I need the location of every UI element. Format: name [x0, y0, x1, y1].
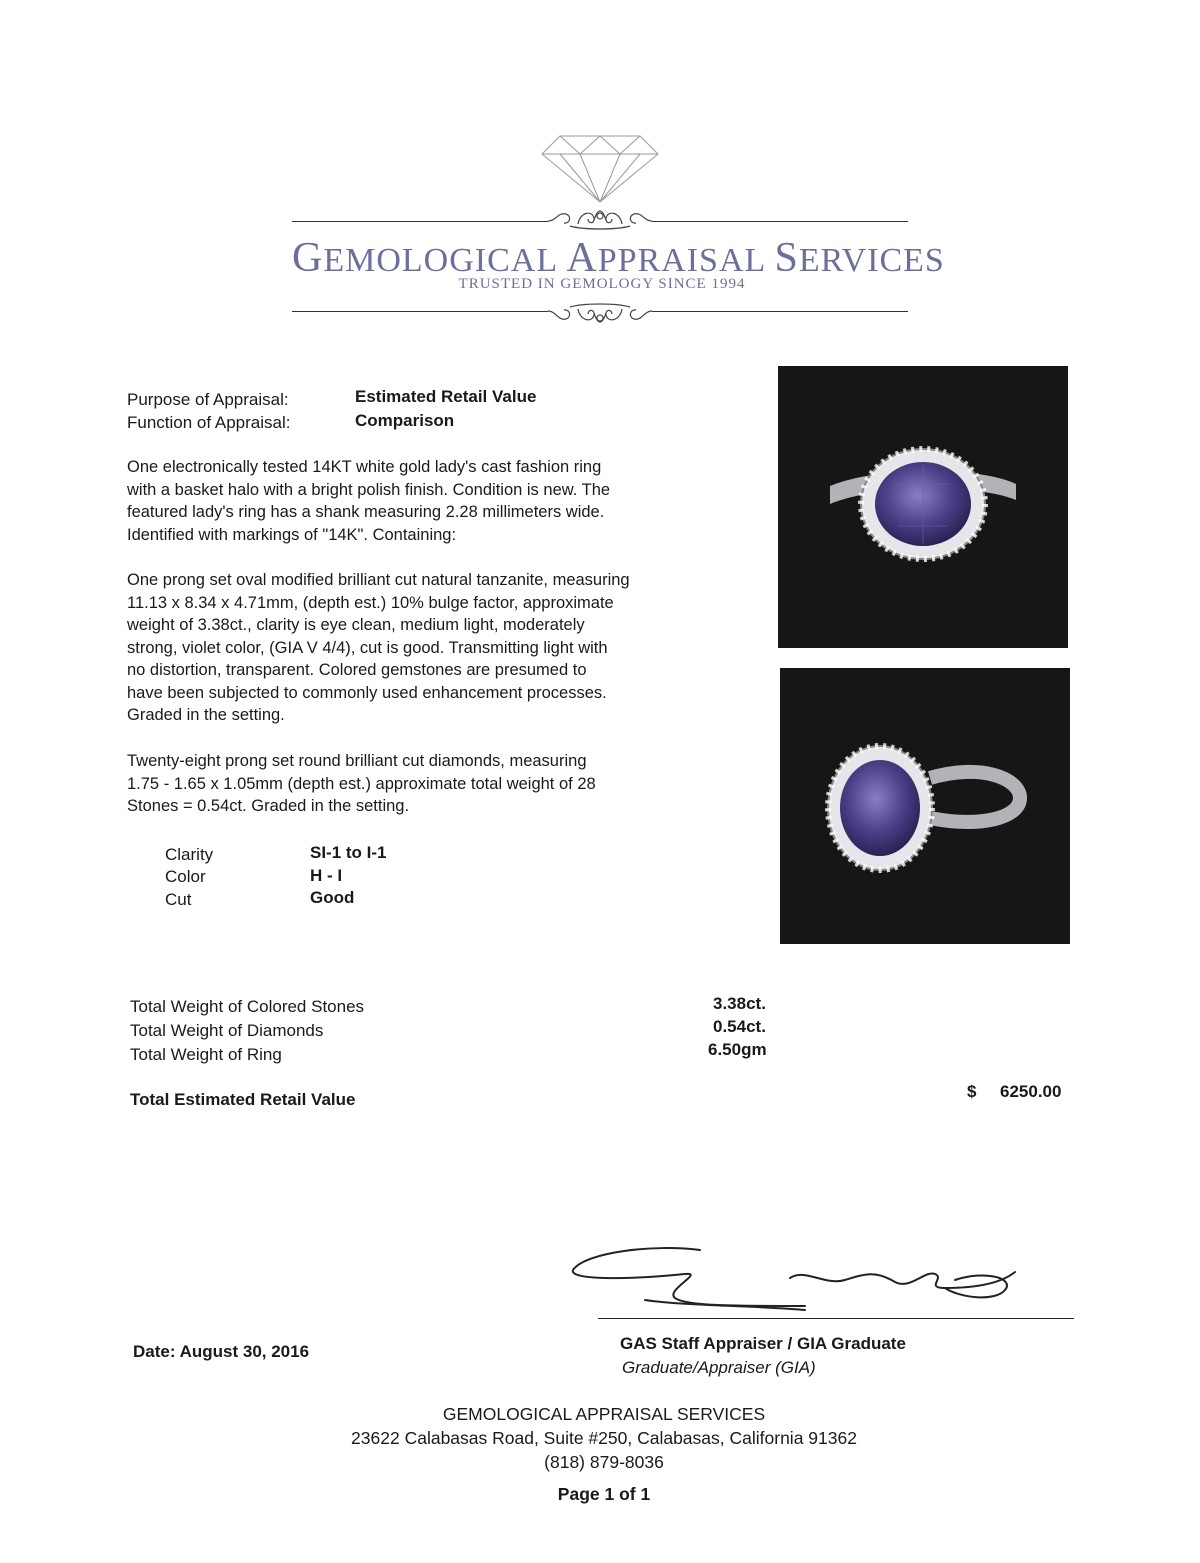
total-ring-weight-label: Total Weight of Ring [130, 1045, 282, 1064]
ring-description-line: featured lady's ring has a shank measuring 2.28 millimeters wide. [127, 503, 605, 521]
page-number: Page 1 of 1 [557, 1484, 651, 1504]
function-label: Function of Appraisal: [127, 413, 291, 432]
footer-address: 23622 Calabasas Road, Suite #250, Calabasas, California 91362 [351, 1428, 857, 1448]
appraisal-date: Date: August 30, 2016 [133, 1342, 310, 1361]
diamond-icon [540, 132, 660, 204]
grade-value-clarity: SI-1 to I-1 [310, 843, 387, 862]
retail-value-label: Total Estimated Retail Value [130, 1090, 356, 1109]
ring-photo-top-view [778, 366, 1068, 648]
signature-line [598, 1318, 1074, 1319]
flourish-ornament-top [548, 206, 652, 234]
letterhead-rule-bottom-right [652, 311, 908, 312]
ring-description-line: with a basket halo with a bright polish finish. Condition is new. The [127, 480, 611, 499]
tanzanite-description-line: strong, violet color, (GIA V 4/4), cut is good. Transmitting light with [127, 638, 608, 657]
ring-photo-angled-view [780, 668, 1070, 944]
letterhead-rule-top-right [652, 221, 908, 222]
signature-image [565, 1240, 1035, 1320]
tanzanite-description [127, 569, 737, 727]
letterhead-rule-bottom-left [292, 311, 548, 312]
appraiser-credential: Graduate/Appraiser (GIA) [622, 1358, 816, 1377]
total-diamonds-value: 0.54ct. [713, 1017, 766, 1036]
retail-value-amount: 6250.00 [1000, 1082, 1062, 1101]
diamond-description-line: 1.75 - 1.65 x 1.05mm (depth est.) approximate total weight of 28 [127, 774, 596, 793]
tanzanite-description-line: 11.13 x 8.34 x 4.71mm, (depth est.) 10% bulge factor, approximate [127, 593, 614, 612]
function-value: Comparison [355, 411, 455, 430]
total-ring-weight-value: 6.50gm [708, 1040, 767, 1059]
purpose-value: Estimated Retail Value [355, 387, 537, 406]
brand-name: GEMOLOGICAL APPRAISAL SERVICES [292, 235, 945, 281]
ring-image [780, 668, 1070, 944]
ring-image [778, 366, 1068, 648]
tanzanite-description-line: weight of 3.38ct., clarity is eye clean, medium light, moderately [127, 616, 585, 634]
grade-value-color: H - I [310, 866, 343, 885]
grade-label-cut: Cut [165, 890, 192, 909]
grade-value-cut: Good [310, 888, 355, 907]
total-diamonds-label: Total Weight of Diamonds [130, 1021, 324, 1040]
tanzanite-description-line: no distortion, transparent. Colored gemstones are presumed to [127, 661, 587, 679]
tanzanite-description-line: Graded in the setting. [127, 706, 285, 724]
tanzanite-description-line: One prong set oval modified brilliant cut natural tanzanite, measuring [127, 571, 630, 589]
footer-company: GEMOLOGICAL APPRAISAL SERVICES [442, 1404, 766, 1424]
ring-description-line: One electronically tested 14KT white gold lady's cast fashion ring [127, 458, 602, 476]
diamond-description-line: Twenty-eight prong set round brilliant cut diamonds, measuring [127, 752, 587, 770]
footer-phone: (818) 879-8036 [544, 1452, 664, 1472]
total-colored-stones-label: Total Weight of Colored Stones [130, 997, 365, 1016]
currency-symbol: $ [967, 1082, 977, 1101]
tanzanite-description-line: have been subjected to commonly used enhancement processes. [127, 683, 607, 702]
appraiser-title: GAS Staff Appraiser / GIA Graduate [620, 1334, 906, 1353]
letterhead-rule-top-left [292, 221, 548, 222]
ring-description [127, 456, 737, 546]
flourish-ornament-bottom [548, 299, 652, 329]
purpose-label: Purpose of Appraisal: [127, 390, 289, 409]
ring-description-line: Identified with markings of "14K". Containing: [127, 525, 457, 544]
grade-label-color: Color [165, 867, 206, 886]
grade-label-clarity: Clarity [165, 845, 214, 864]
brand-tagline: TRUSTED IN GEMOLOGY SINCE 1994 [458, 276, 746, 292]
diamond-description [127, 750, 737, 818]
total-colored-stones-value: 3.38ct. [713, 994, 766, 1013]
diamond-description-line: Stones = 0.54ct. Graded in the setting. [127, 797, 410, 815]
